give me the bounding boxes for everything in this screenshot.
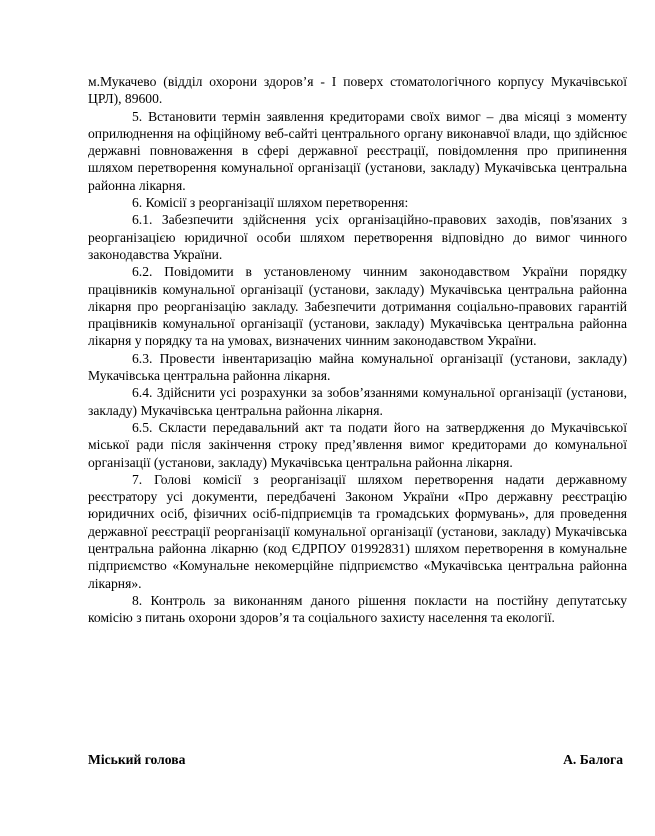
signature-title: Міський голова [88, 752, 186, 767]
document-body [88, 73, 627, 627]
signature-name: А. Балога [563, 752, 623, 767]
paragraph-item-6: 6. Комісії з реорганізації шляхом перетворення: [132, 195, 409, 211]
paragraph-address: м.Мукачево (відділ охорони здоров’я - І поверх стоматологічного корпусу Мукачівської ЦРЛ), 89600. [88, 74, 627, 107]
paragraph-item-5: 5. Встановити термін заявлення кредиторами своїх вимог – два місяці з моменту оприлюднення на офіційному веб-сайті центрального органу виконавчої влади, що здійснює державні повноваження в сфері державної реєстрації, повідомлення про припинення шляхом перетворення комунальної організації (установи, закладу) Мукачівська центральна районна лікарня. [88, 108, 627, 193]
paragraph-item-6-3: 6.3. Провести інвентаризацію майна комунальної організації (установи, закладу) Мукачівська центральна районна лікарня. [88, 350, 627, 384]
signature-block [88, 751, 623, 768]
paragraph-item-8: 8. Контроль за виконанням даного рішення покласти на постійну депутатську комісію з питань охорони здоров’я та соціального захисту населення та екології. [88, 592, 627, 626]
paragraph-item-6-1: 6.1. Забезпечити здійснення усіх організаційно-правових заходів, пов'язаних з реорганізацією юридичної особи шляхом перетворення відповідно до вимог чинного законодавства України. [88, 212, 627, 262]
paragraph-item-7: 7. Голові комісії з реорганізації шляхом перетворення надати державному реєстратору усі документи, передбачені Законом України «Про державну реєстрацію юридичних осіб, фізичних осіб-підприємців та громадських формувань», для проведення державної реєстрації реорганізації комунальної організації (установи, закладу) Мукачівська центральна районна лікарню (код ЄДРПОУ 01992831) шляхом перетворення в комунальне підприємство «Комунальне некомерційне підприємство «Мукачівська центральна районна лікарня». [88, 471, 627, 591]
paragraph-item-6-2: 6.2. Повідомити в установленому чинним законодавством України порядку працівників комунальної організації (установи, закладу) Мукачівська центральна районна лікарня про реорганізацію закладу. Забезпечити дотримання соціально-правових гарантій працівників комунальної організації (установи, закладу) Мукачівська центральна районна лікарня у порядку та на умовах, визначених чинним законодавством України. [88, 264, 627, 349]
paragraph-item-6-5: 6.5. Скласти передавальний акт та подати його на затвердження до Мукачівської міської ради після закінчення строку пред’явлення вимог кредиторами до комунальної організації (установи, закладу) Мукачівська центральна районна лікарня. [88, 419, 627, 470]
paragraph-item-6-4: 6.4. Здійснити усі розрахунки за зобов’язаннями комунальної організації (установи, закладу) Мукачівська центральна районна лікарня. [88, 385, 627, 418]
